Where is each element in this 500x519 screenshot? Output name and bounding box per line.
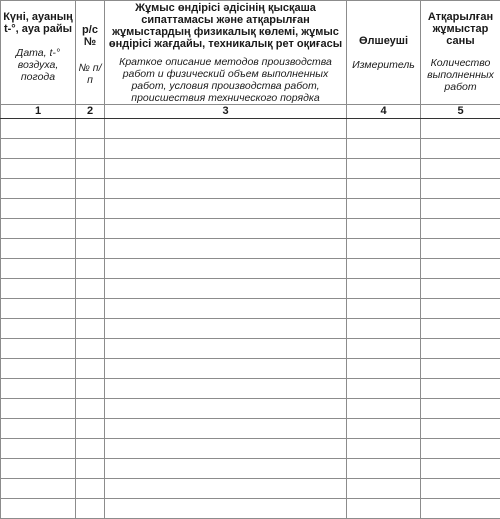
cell-number — [76, 499, 105, 519]
cell-description — [105, 199, 347, 219]
cell-date — [1, 379, 76, 399]
cell-date — [1, 159, 76, 179]
cell-number — [76, 199, 105, 219]
cell-date — [1, 239, 76, 259]
cell-number — [76, 179, 105, 199]
cell-description — [105, 179, 347, 199]
table-row — [1, 459, 500, 479]
cell-number — [76, 319, 105, 339]
cell-number — [76, 159, 105, 179]
cell-quantity — [421, 239, 500, 259]
cell-date — [1, 319, 76, 339]
table-row — [1, 179, 500, 199]
cell-unit — [347, 219, 421, 239]
header-unit — [347, 1, 421, 105]
cell-unit — [347, 439, 421, 459]
table-row — [1, 139, 500, 159]
column-number: 1 — [1, 105, 76, 119]
cell-date — [1, 219, 76, 239]
cell-date — [1, 459, 76, 479]
cell-description — [105, 239, 347, 259]
cell-number — [76, 279, 105, 299]
cell-description — [105, 459, 347, 479]
cell-description — [105, 159, 347, 179]
cell-number — [76, 479, 105, 499]
cell-date — [1, 499, 76, 519]
cell-unit — [347, 379, 421, 399]
table-row — [1, 439, 500, 459]
cell-number — [76, 439, 105, 459]
cell-number — [76, 299, 105, 319]
cell-date — [1, 299, 76, 319]
cell-description — [105, 119, 347, 139]
header-date-ru: Дата, t-° воздуха, погода — [1, 47, 75, 83]
cell-quantity — [421, 439, 500, 459]
cell-date — [1, 139, 76, 159]
cell-number — [76, 239, 105, 259]
cell-date — [1, 359, 76, 379]
cell-quantity — [421, 119, 500, 139]
cell-quantity — [421, 399, 500, 419]
cell-unit — [347, 259, 421, 279]
cell-number — [76, 219, 105, 239]
table-row — [1, 299, 500, 319]
cell-description — [105, 279, 347, 299]
cell-description — [105, 419, 347, 439]
table-row — [1, 499, 500, 519]
cell-quantity — [421, 319, 500, 339]
cell-quantity — [421, 479, 500, 499]
cell-unit — [347, 179, 421, 199]
cell-number — [76, 399, 105, 419]
cell-unit — [347, 239, 421, 259]
column-number-row — [1, 105, 500, 119]
header-unit-kz: Өлшеуші — [347, 35, 420, 47]
cell-date — [1, 279, 76, 299]
table-row — [1, 199, 500, 219]
cell-unit — [347, 299, 421, 319]
cell-description — [105, 439, 347, 459]
header-date — [1, 1, 76, 105]
cell-unit — [347, 199, 421, 219]
cell-description — [105, 219, 347, 239]
header-number-kz: р/с № — [76, 24, 104, 48]
header-quantity — [421, 1, 500, 105]
cell-description — [105, 399, 347, 419]
table-row — [1, 399, 500, 419]
cell-quantity — [421, 179, 500, 199]
cell-number — [76, 139, 105, 159]
header-unit-ru: Измеритель — [347, 59, 420, 71]
cell-quantity — [421, 219, 500, 239]
cell-unit — [347, 279, 421, 299]
table-row — [1, 119, 500, 139]
cell-quantity — [421, 339, 500, 359]
cell-date — [1, 119, 76, 139]
table-row — [1, 219, 500, 239]
cell-description — [105, 499, 347, 519]
cell-unit — [347, 319, 421, 339]
table-row — [1, 259, 500, 279]
cell-description — [105, 139, 347, 159]
cell-quantity — [421, 199, 500, 219]
cell-description — [105, 479, 347, 499]
cell-quantity — [421, 499, 500, 519]
table-row — [1, 379, 500, 399]
table-row — [1, 339, 500, 359]
cell-date — [1, 339, 76, 359]
cell-number — [76, 379, 105, 399]
column-number: 2 — [76, 105, 105, 119]
cell-number — [76, 359, 105, 379]
cell-quantity — [421, 379, 500, 399]
cell-unit — [347, 339, 421, 359]
cell-description — [105, 339, 347, 359]
cell-quantity — [421, 279, 500, 299]
cell-date — [1, 199, 76, 219]
cell-date — [1, 439, 76, 459]
cell-description — [105, 319, 347, 339]
cell-description — [105, 299, 347, 319]
column-number: 3 — [105, 105, 347, 119]
cell-unit — [347, 159, 421, 179]
cell-quantity — [421, 139, 500, 159]
header-description-kz: Жұмыс өндірісі әдісінің қысқаша сипаттамасы және атқарылған жұмыстардың физикалық көлемі, жұмыс өндірісі жағдайы, техникалық рет оқиғасы — [105, 2, 346, 50]
cell-description — [105, 359, 347, 379]
column-number: 4 — [347, 105, 421, 119]
table-row — [1, 239, 500, 259]
cell-date — [1, 179, 76, 199]
table-row — [1, 279, 500, 299]
cell-quantity — [421, 359, 500, 379]
cell-date — [1, 479, 76, 499]
table-row — [1, 319, 500, 339]
cell-unit — [347, 119, 421, 139]
cell-quantity — [421, 419, 500, 439]
cell-unit — [347, 479, 421, 499]
cell-unit — [347, 139, 421, 159]
cell-quantity — [421, 459, 500, 479]
cell-quantity — [421, 299, 500, 319]
header-date-kz: Күні, ауаның t-°, ауа райы — [1, 11, 75, 35]
table-row — [1, 419, 500, 439]
cell-date — [1, 259, 76, 279]
entry-rows — [1, 119, 500, 519]
header-quantity-ru: Количество выполненных работ — [421, 57, 500, 93]
cell-number — [76, 259, 105, 279]
header-number — [76, 1, 105, 105]
header-description — [105, 1, 347, 105]
header-row — [1, 1, 500, 105]
cell-number — [76, 419, 105, 439]
table-row — [1, 359, 500, 379]
cell-date — [1, 419, 76, 439]
table-row — [1, 479, 500, 499]
cell-number — [76, 119, 105, 139]
cell-description — [105, 379, 347, 399]
cell-unit — [347, 419, 421, 439]
cell-unit — [347, 359, 421, 379]
cell-unit — [347, 499, 421, 519]
cell-unit — [347, 459, 421, 479]
cell-number — [76, 459, 105, 479]
cell-quantity — [421, 259, 500, 279]
header-description-ru: Краткое описание методов производства работ и физический объем выполненных работ, условия производства работ, происшествия технического порядка — [105, 56, 346, 104]
cell-unit — [347, 399, 421, 419]
cell-number — [76, 339, 105, 359]
table-row — [1, 159, 500, 179]
cell-description — [105, 259, 347, 279]
column-number: 5 — [421, 105, 500, 119]
header-number-ru: № п/п — [76, 62, 104, 86]
cell-date — [1, 399, 76, 419]
cell-quantity — [421, 159, 500, 179]
header-quantity-kz: Атқарылған жұмыстар саны — [421, 11, 500, 47]
